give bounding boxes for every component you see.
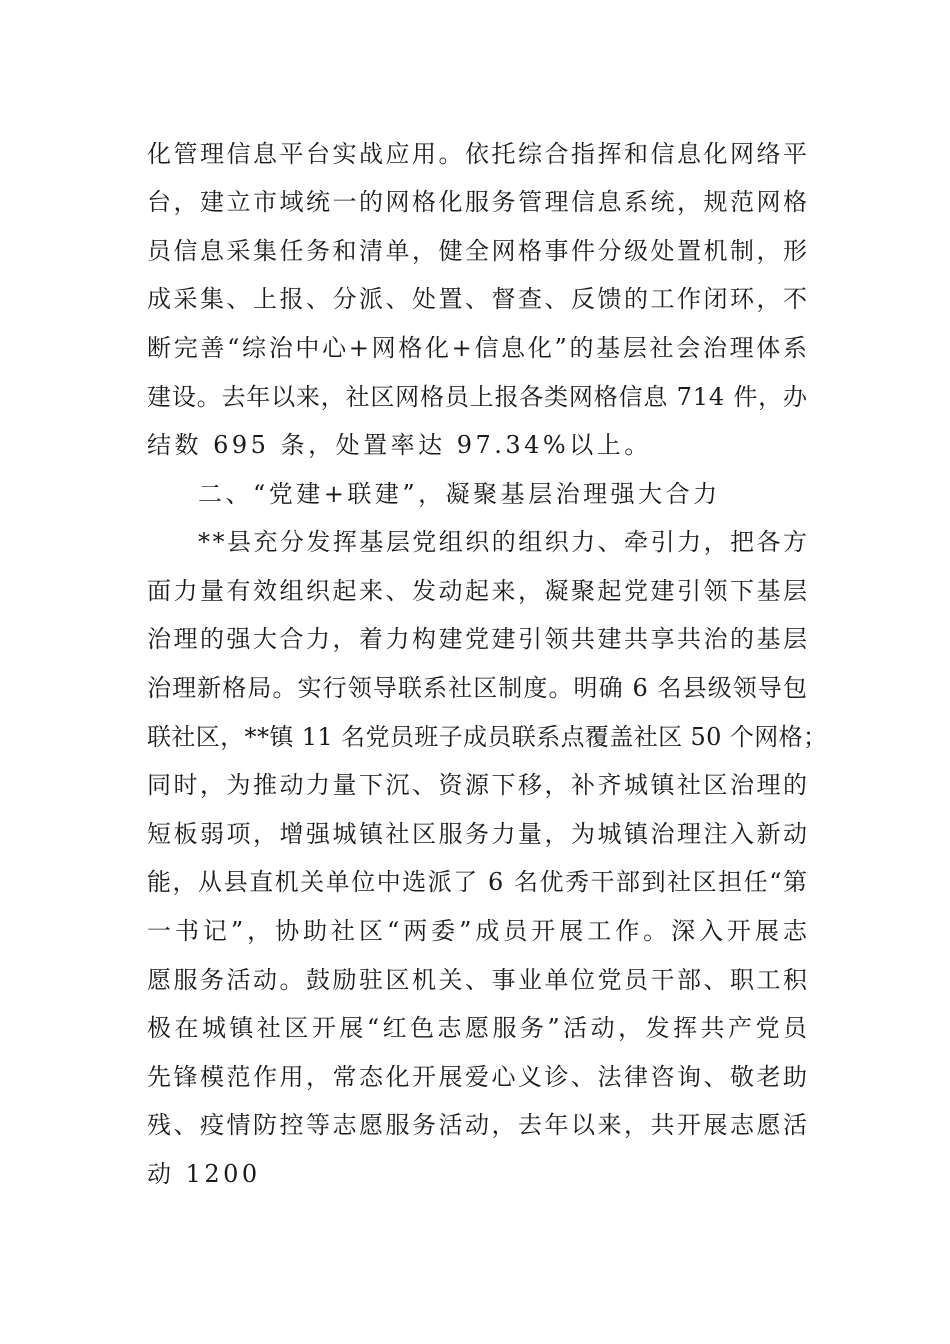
text-line: 同时，为推动力量下沉、资源下移，补齐城镇社区治理的: [147, 771, 810, 799]
text-line: 治理新格局。实行领导联系社区制度。明确 6 名县级领导包: [147, 674, 809, 702]
text-line: 残、疫情防控等志愿服务活动，去年以来，共开展志愿活: [147, 1111, 810, 1139]
text-line: 台，建立市域统一的网格化服务管理信息系统，规范网格: [147, 188, 810, 216]
text-line: 愿服务活动。鼓励驻区机关、事业单位党员干部、职工积: [147, 966, 810, 994]
text-line: 短板弱项，增强城镇社区服务力量，为城镇治理注入新动: [147, 820, 810, 848]
text-line: 成采集、上报、分派、处置、督查、反馈的工作闭环，不: [147, 285, 810, 313]
text-line: 先锋模范作用，常态化开展爱心义诊、法律咨询、敬老助: [147, 1063, 810, 1091]
text-line: 动 1200: [147, 1160, 261, 1188]
text-line: 能，从县直机关单位中选派了 6 名优秀干部到社区担任“第: [147, 868, 809, 896]
text-line: 员信息采集任务和清单，健全网格事件分级处置机制，形: [147, 237, 810, 265]
text-line: 面力量有效组织起来、发动起来，凝聚起党建引领下基层: [147, 577, 810, 605]
text-line: 极在城镇社区开展“红色志愿服务”活动，发挥共产党员: [147, 1014, 811, 1042]
text-line: 治理的强大合力，着力构建党建引领共建共享共治的基层: [147, 625, 810, 653]
text-line: 建设。去年以来，社区网格员上报各类网格信息 714 件，办: [147, 383, 808, 411]
text-line: 结数 695 条，处置率达 97.34%以上。: [147, 431, 652, 459]
section-heading: 二、“党建+联建”，凝聚基层治理强大合力: [198, 480, 721, 508]
text-line: 化管理信息平台实战应用。依托综合指挥和信息化网络平: [147, 140, 810, 168]
text-line: 断完善“综治中心+网格化+信息化”的基层社会治理体系: [147, 334, 810, 362]
text-line: 联社区，**镇 11 名党员班子成员联系点覆盖社区 50 个网格；: [147, 723, 828, 751]
text-line: 一书记”，协助社区“两委”成员开展工作。深入开展志: [147, 917, 811, 945]
text-line: **县充分发挥基层党组织的组织力、牵引力，把各方: [198, 528, 810, 556]
